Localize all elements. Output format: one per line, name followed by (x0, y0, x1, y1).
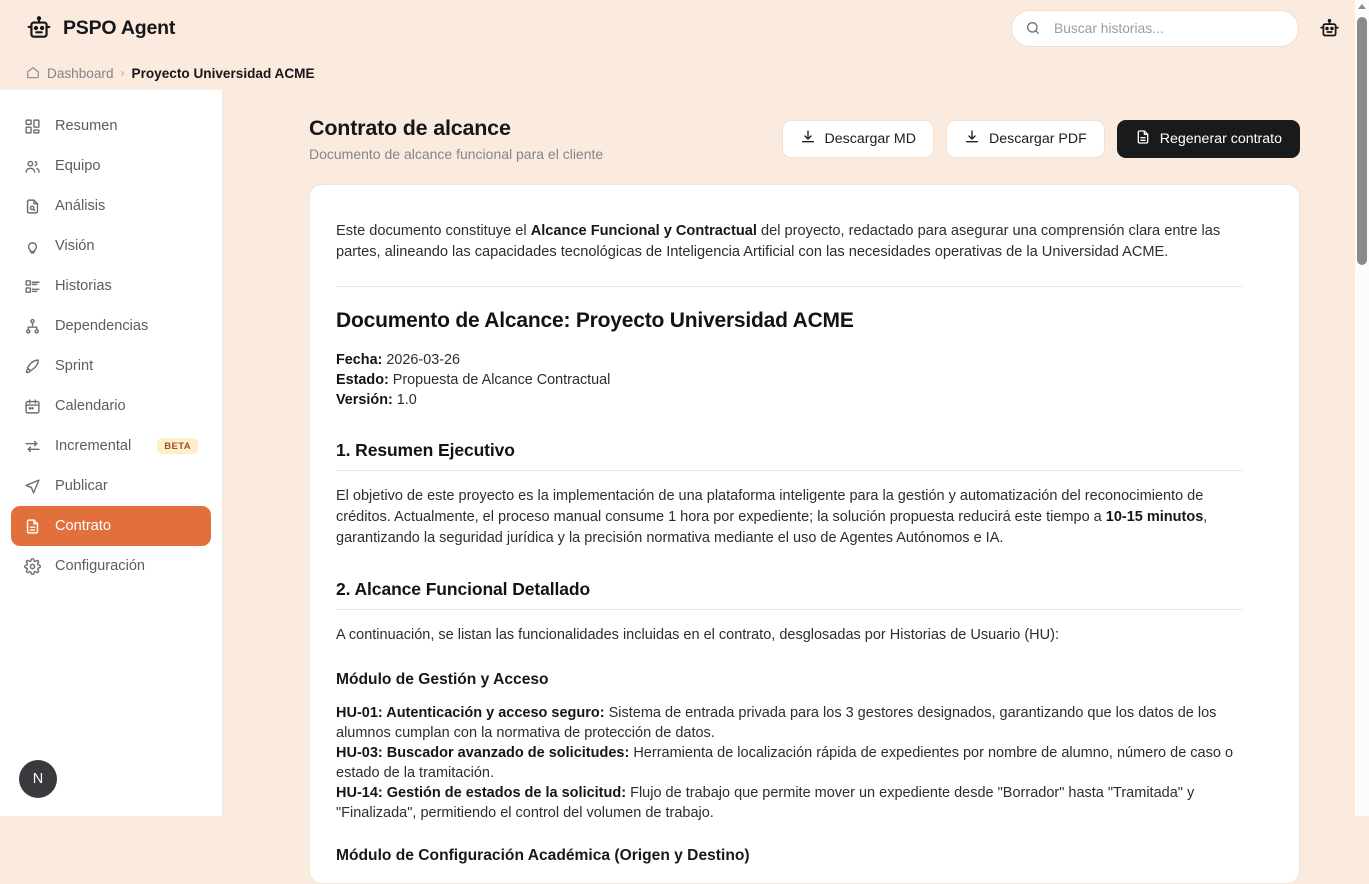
arrows-swap-icon (24, 438, 41, 455)
sidebar-item-label: Análisis (55, 198, 106, 214)
sidebar-item-dependencias[interactable] (11, 306, 211, 346)
download-pdf-button[interactable] (946, 120, 1105, 158)
sidebar-item-configuracion[interactable] (11, 546, 211, 586)
sidebar-item-label: Sprint (55, 358, 94, 374)
sidebar-item-label: Calendario (55, 398, 126, 414)
home-icon (26, 66, 40, 80)
section-1-text-1: El objetivo de este proyecto es la implementación de una plataforma inteligente para la gestión y automatización del reconocimiento de créditos. Actualmente, el proceso manual consume 1 hora por expediente; la solución propuesta reducirá este tiempo a (336, 487, 1204, 526)
sidebar-item-label: Dependencias (55, 318, 149, 334)
divider (336, 286, 1243, 287)
sidebar-item-contrato[interactable] (11, 506, 211, 546)
download-md-label: Descargar MD (824, 131, 916, 147)
rocket-icon (24, 358, 41, 375)
download-md-button[interactable] (782, 120, 934, 158)
story-id: HU-14: Gestión de estados de la solicitud: (336, 785, 627, 802)
scroll-up-arrow-icon[interactable] (1358, 4, 1366, 9)
story-text: Flujo de trabajo que permite mover un expediente desde "Borrador" hasta "Tramitada" y "Finalizada", permitiendo el control del volumen de trabajo. (336, 785, 1195, 822)
sidebar-item-label: Resumen (55, 118, 118, 134)
list-item (336, 703, 1243, 743)
sidebar-item-historias[interactable] (11, 266, 211, 306)
sidebar-item-vision[interactable] (11, 226, 211, 266)
section-heading-1: 1. Resumen Ejecutivo (336, 440, 1243, 471)
breadcrumb-separator: › (120, 66, 125, 80)
download-icon (800, 129, 816, 149)
section-heading-2: 2. Alcance Funcional Detallado (336, 579, 1243, 610)
section-1-paragraph (336, 486, 1243, 549)
download-icon (964, 129, 980, 149)
sidebar-item-label: Contrato (55, 518, 111, 534)
assistant-bot-button[interactable] (1315, 14, 1343, 42)
search-icon (1025, 20, 1041, 36)
file-search-icon (24, 198, 41, 215)
page-actions (782, 116, 1300, 158)
sidebar-item-label: Configuración (55, 558, 146, 574)
meta-row-fecha (336, 350, 1243, 370)
subsection-heading-gestion-acceso: Módulo de Gestión y Acceso (336, 670, 549, 688)
contract-document-card (309, 184, 1300, 884)
intro-text-bold: Alcance Funcional y Contractual (530, 223, 757, 239)
document-icon (1135, 129, 1151, 149)
meta-row-estado (336, 370, 1243, 390)
network-icon (24, 318, 41, 335)
calendar-icon (24, 398, 41, 415)
story-text: Sistema de entrada privada para los 3 gestores designados, garantizando que los datos de los alumnos cumplan con la normativa de protección de datos. (336, 704, 1217, 741)
section-2-intro: A continuación, se listan las funcionalidades incluidas en el contrato, desglosadas por Historias de Usuario (HU): (336, 627, 1059, 644)
page-scrollbar[interactable] (1355, 0, 1369, 816)
breadcrumb (0, 56, 1369, 90)
search-container (1011, 10, 1299, 47)
sidebar-item-calendario[interactable] (11, 386, 211, 426)
top-bar-right (1011, 10, 1343, 47)
sidebar-item-label: Historias (55, 278, 112, 294)
meta-label-fecha: Fecha: (336, 351, 383, 368)
brand-name: PSPO Agent (63, 16, 176, 39)
meta-row-version (336, 390, 1243, 410)
regenerate-contract-label: Regenerar contrato (1159, 131, 1282, 147)
lightbulb-icon (24, 238, 41, 255)
meta-value-estado: Propuesta de Alcance Contractual (392, 371, 611, 388)
document-title: Documento de Alcance: Proyecto Universidad ACME (336, 308, 854, 332)
sidebar-item-publicar[interactable] (11, 466, 211, 506)
page-header-text (309, 116, 603, 162)
scrollbar-thumb[interactable] (1357, 17, 1367, 265)
main-content (223, 90, 1355, 865)
regenerate-contract-button[interactable] (1117, 120, 1300, 158)
intro-text-after: del proyecto, redactado para asegurar una comprensión clara entre las partes, alineando las capacidades tecnológicas de Inteligencia Artificial con las necesidades operativas de la Universidad ACME. (336, 223, 1221, 261)
sidebar-item-label: Publicar (55, 478, 108, 494)
intro-text-before: Este documento constituye el (336, 223, 531, 239)
sidebar-item-sprint[interactable] (11, 346, 211, 386)
document-intro-paragraph (336, 221, 1243, 264)
meta-value-version: 1.0 (396, 391, 417, 408)
sidebar-item-analisis[interactable] (11, 186, 211, 226)
story-id: HU-03: Buscador avanzado de solicitudes: (336, 744, 630, 761)
page-title: Contrato de alcance (309, 116, 511, 140)
meta-value-fecha: 2026-03-26 (386, 351, 461, 368)
top-bar (0, 0, 1369, 56)
sidebar-item-resumen[interactable] (11, 106, 211, 146)
bot-icon (26, 15, 52, 41)
sidebar-item-incremental[interactable] (11, 426, 211, 466)
avatar[interactable]: N (19, 760, 57, 798)
sidebar-item-equipo[interactable] (11, 146, 211, 186)
list-item (336, 783, 1243, 823)
contract-document-body (336, 221, 1243, 865)
breadcrumb-dashboard-link[interactable]: Dashboard (47, 65, 114, 81)
page-subtitle: Documento de alcance funcional para el cliente (309, 146, 604, 162)
breadcrumb-current: Proyecto Universidad ACME (131, 65, 315, 81)
section-1-text-2: , garantizando la seguridad jurídica y la precisión normativa mediante el uso de Agentes Autónomos e IA. (336, 509, 1208, 547)
story-id: HU-01: Autenticación y acceso seguro: (336, 704, 605, 721)
user-story-list (336, 703, 1243, 824)
document-meta (336, 350, 1243, 410)
list-checks-icon (24, 278, 41, 295)
brand[interactable] (26, 15, 175, 41)
send-icon (24, 478, 41, 495)
download-pdf-label: Descargar PDF (988, 131, 1087, 147)
section-1-text-bold: 10-15 minutos (1105, 509, 1204, 526)
subsection-heading-configuracion-academica: Módulo de Configuración Académica (Origen y Destino) (336, 847, 750, 865)
page-header (309, 116, 1300, 162)
meta-label-version: Versión: (336, 391, 393, 408)
sidebar-item-label: Incremental (55, 438, 132, 454)
dashboard-grid-icon (24, 118, 41, 135)
sidebar-item-label: Equipo (55, 158, 101, 174)
story-text: Herramienta de localización rápida de expedientes por nombre de alumno, número de caso o estado de la tramitación. (336, 744, 1234, 781)
sidebar (0, 90, 223, 816)
sidebar-item-label: Visión (55, 238, 95, 254)
search-input[interactable] (1011, 10, 1299, 47)
status-badge-beta: BETA (157, 438, 198, 454)
document-icon (24, 518, 41, 535)
users-icon (24, 158, 41, 175)
gear-icon (24, 558, 41, 575)
meta-label-estado: Estado: (336, 371, 389, 388)
list-item (336, 743, 1243, 783)
